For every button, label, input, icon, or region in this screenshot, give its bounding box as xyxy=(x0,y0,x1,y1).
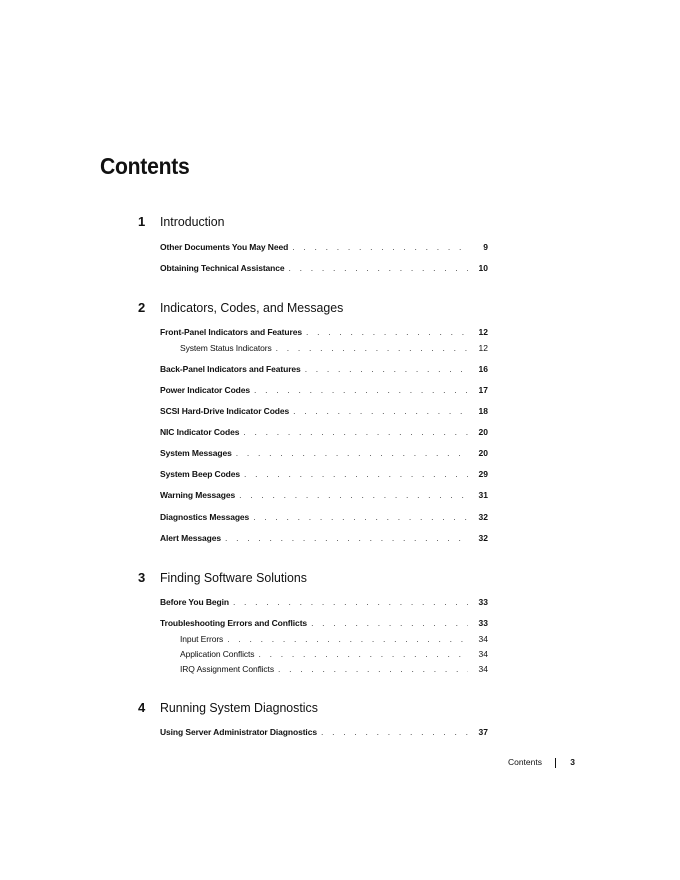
toc-entry[interactable] xyxy=(160,406,488,417)
chapter-number: 4 xyxy=(138,700,146,715)
dot-leader xyxy=(276,343,468,354)
chapter-heading xyxy=(138,570,488,590)
toc-entry-label: Application Conflicts xyxy=(180,649,255,659)
chapter-heading xyxy=(138,214,488,234)
toc-entry-label: IRQ Assignment Conflicts xyxy=(180,664,274,674)
toc-entry[interactable] xyxy=(160,427,488,438)
dot-leader xyxy=(253,512,468,523)
dot-leader xyxy=(254,385,468,396)
dot-leader xyxy=(236,448,468,459)
toc-entry-page: 20 xyxy=(478,448,488,458)
toc-entry-page: 32 xyxy=(478,512,488,522)
toc-entry-page: 10 xyxy=(478,263,488,273)
toc-entry-page: 16 xyxy=(478,364,488,374)
dot-leader xyxy=(225,533,468,544)
toc-entry[interactable] xyxy=(160,512,488,523)
toc-entry-label: Obtaining Technical Assistance xyxy=(160,263,285,273)
dot-leader xyxy=(258,649,468,660)
chapter-number: 3 xyxy=(138,570,146,585)
toc-entry[interactable] xyxy=(160,385,488,396)
toc-entry-label: Alert Messages xyxy=(160,533,221,543)
toc-entry-page: 34 xyxy=(478,634,488,644)
chapter-number: 2 xyxy=(138,300,146,315)
toc-entry-page: 29 xyxy=(478,469,488,479)
toc-entry-label: Power Indicator Codes xyxy=(160,385,251,395)
toc-entry[interactable] xyxy=(160,533,488,544)
dot-leader xyxy=(293,406,468,417)
toc-entry-page: 17 xyxy=(478,385,488,395)
toc-entry-label: Warning Messages xyxy=(160,490,236,500)
dot-leader xyxy=(292,242,468,253)
toc-entry-page: 33 xyxy=(478,597,488,607)
dot-leader xyxy=(278,664,468,675)
footer-page-number: 3 xyxy=(570,757,575,767)
toc-entry[interactable] xyxy=(160,448,488,459)
toc-entry[interactable] xyxy=(160,263,488,274)
toc-entry-page: 37 xyxy=(478,727,488,737)
page-title: Contents xyxy=(100,153,190,179)
toc-entry-page: 31 xyxy=(478,490,488,500)
toc-entry-page: 12 xyxy=(478,343,488,353)
toc-entry-label: System Beep Codes xyxy=(160,469,241,479)
chapter-number: 1 xyxy=(138,214,146,229)
dot-leader xyxy=(227,634,468,645)
toc-entry-page: 12 xyxy=(478,327,488,337)
chapter-title: Indicators, Codes, and Messages xyxy=(160,300,344,315)
chapter-4 xyxy=(138,700,488,737)
toc-entry-label: Input Errors xyxy=(180,634,224,644)
dot-leader xyxy=(311,618,468,629)
toc-entry[interactable] xyxy=(160,490,488,501)
footer-section-label: Contents xyxy=(507,757,542,767)
toc-entry-page: 32 xyxy=(478,533,488,543)
toc-subentry[interactable] xyxy=(180,634,488,645)
chapter-title: Finding Software Solutions xyxy=(160,570,307,585)
toc-entry[interactable] xyxy=(160,364,488,375)
toc-entry[interactable] xyxy=(160,618,488,629)
dot-leader xyxy=(244,469,468,480)
toc-entry[interactable] xyxy=(160,327,488,338)
dot-leader xyxy=(233,597,468,608)
chapter-1 xyxy=(138,214,488,273)
toc-entry-label: Other Documents You May Need xyxy=(160,242,289,252)
dot-leader xyxy=(305,364,468,375)
chapter-3 xyxy=(138,570,488,674)
chapter-title: Introduction xyxy=(160,214,225,229)
toc-entry[interactable] xyxy=(160,597,488,608)
toc-entry-label: Before You Begin xyxy=(160,597,229,607)
dot-leader xyxy=(321,727,468,738)
toc-entry-page: 33 xyxy=(478,618,488,628)
toc-entry-label: System Messages xyxy=(160,448,232,458)
toc-entry-page: 34 xyxy=(478,664,488,674)
toc-subentry[interactable] xyxy=(180,343,488,354)
dot-leader xyxy=(289,263,468,274)
toc-entry-label: Front-Panel Indicators and Features xyxy=(160,327,302,337)
toc-entry-page: 20 xyxy=(478,427,488,437)
toc-entry[interactable] xyxy=(160,242,488,253)
chapter-2 xyxy=(138,300,488,543)
toc-entry-label: NIC Indicator Codes xyxy=(160,427,240,437)
toc-entry[interactable] xyxy=(160,469,488,480)
footer-divider xyxy=(555,758,556,768)
chapter-heading xyxy=(138,700,488,720)
toc-entry-label: SCSI Hard-Drive Indicator Codes xyxy=(160,406,290,416)
toc-entry[interactable] xyxy=(160,727,488,738)
dot-leader xyxy=(243,427,468,438)
toc-entry-page: 18 xyxy=(478,406,488,416)
toc-entry-page: 34 xyxy=(478,649,488,659)
toc-entry-page: 9 xyxy=(483,242,488,252)
toc-entry-label: Back-Panel Indicators and Features xyxy=(160,364,301,374)
dot-leader xyxy=(239,490,468,501)
toc-subentry[interactable] xyxy=(180,664,488,675)
toc-subentry[interactable] xyxy=(180,649,488,660)
chapter-title: Running System Diagnostics xyxy=(160,700,318,715)
dot-leader xyxy=(306,327,468,338)
toc-entry-label: Diagnostics Messages xyxy=(160,512,250,522)
chapter-heading xyxy=(138,300,488,320)
toc-entry-label: System Status Indicators xyxy=(180,343,272,353)
toc-entry-label: Troubleshooting Errors and Conflicts xyxy=(160,618,308,628)
toc-entry-label: Using Server Administrator Diagnostics xyxy=(160,727,317,737)
